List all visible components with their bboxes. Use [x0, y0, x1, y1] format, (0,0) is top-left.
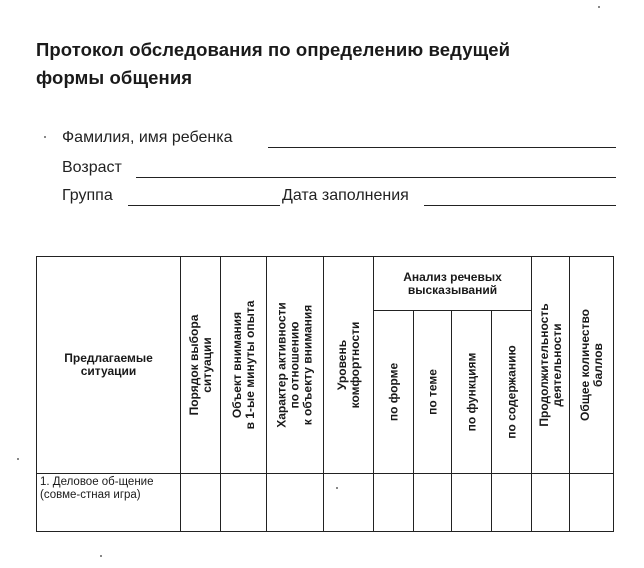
field-group-label: Группа — [62, 187, 113, 204]
table-cell[interactable] — [374, 474, 414, 532]
header-speech-content-text: по содержанию — [504, 345, 518, 439]
header-comfort — [324, 257, 374, 474]
header-situations-text: Предлагаемые ситуации — [64, 351, 153, 378]
document-title — [36, 36, 596, 92]
header-activity — [267, 257, 324, 474]
title-line-2: формы общения — [36, 67, 193, 88]
header-object-line1: Объект внимания — [229, 311, 244, 419]
field-child-name-label: Фамилия, имя ребенка — [62, 129, 233, 146]
header-activity-line1: Характер активности — [274, 302, 289, 428]
table-cell[interactable] — [452, 474, 492, 532]
row-label-business: 1. Деловое об-щение (совме-стная игра) — [37, 474, 181, 532]
header-speech-form-text: по форме — [386, 362, 400, 422]
header-speech-group — [374, 257, 532, 311]
field-date-label: Дата заполнения — [282, 187, 409, 204]
field-age-line[interactable] — [136, 177, 616, 178]
header-object — [221, 257, 267, 474]
table-cell[interactable] — [324, 474, 374, 532]
scan-speck — [598, 6, 600, 8]
header-total-line1: Общее количество — [577, 308, 592, 422]
header-speech-function-text: по функциям — [464, 352, 478, 432]
header-activity-line3: к объекту внимания — [300, 304, 315, 426]
header-speech-content — [492, 311, 532, 474]
header-order-line2: ситуации — [199, 337, 214, 393]
header-speech-function — [452, 311, 492, 474]
field-age-label: Возраст — [62, 159, 122, 176]
header-speech-topic-text: по теме — [425, 369, 439, 415]
table-row — [37, 474, 614, 532]
protocol-table — [36, 256, 614, 532]
table-cell[interactable] — [267, 474, 324, 532]
scan-speck — [17, 458, 19, 460]
title-line-1: Протокол обследования по определению ведущей — [36, 39, 511, 60]
header-speech-form — [374, 311, 414, 474]
field-group-line[interactable] — [128, 205, 280, 206]
table-cell[interactable] — [492, 474, 532, 532]
table-cell[interactable] — [570, 474, 614, 532]
header-total-line2: баллов — [590, 343, 605, 387]
header-order-line1: Порядок выбора — [186, 314, 201, 416]
header-duration-line1: Продолжительность — [536, 303, 551, 427]
header-object-line2: в 1-ые минуты опыта — [242, 300, 257, 430]
header-order — [181, 257, 221, 474]
header-duration-line2: деятельности — [549, 323, 564, 407]
header-duration — [532, 257, 570, 474]
table-cell[interactable] — [532, 474, 570, 532]
header-comfort-line1: Уровень — [334, 339, 349, 391]
field-child-name-line[interactable] — [268, 147, 616, 148]
header-activity-line2: по отношению — [287, 321, 302, 409]
header-speech-group-text: Анализ речевых высказываний — [403, 269, 502, 297]
header-total — [570, 257, 614, 474]
table-cell[interactable] — [414, 474, 452, 532]
header-speech-topic — [414, 311, 452, 474]
scan-speck — [100, 555, 102, 557]
scan-speck — [44, 136, 46, 138]
header-situations — [37, 257, 181, 474]
table-cell[interactable] — [181, 474, 221, 532]
table-cell[interactable] — [221, 474, 267, 532]
field-date-line[interactable] — [424, 205, 616, 206]
header-comfort-line2: комфортности — [347, 321, 362, 409]
